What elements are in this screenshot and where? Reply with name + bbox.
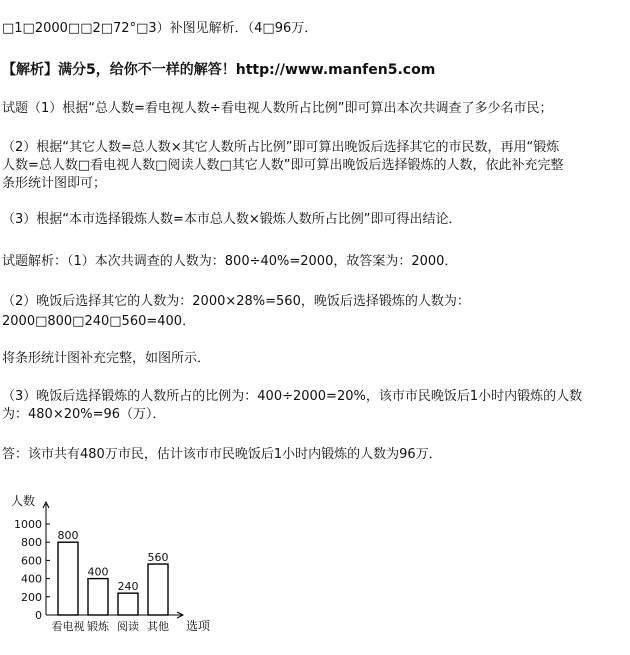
x-category-label: 阅读: [117, 620, 139, 633]
x-category-label: 其他: [147, 620, 169, 633]
bar-data-label: 240: [117, 580, 139, 594]
solution-chart-note: 将条形统计图补充完整，如图所示．: [2, 351, 211, 366]
bar: [118, 593, 138, 615]
solution-step-3-line-2: 为：480×20%=96（万）．: [2, 407, 166, 422]
answer-summary-line: □1□2000□□2□72°□3）补图见解析．（4□96万．: [2, 21, 318, 36]
bar-data-label: 400: [87, 565, 109, 579]
solution-step-1: 试题解析：（1）本次共调查的人数为：800÷40%=2000，故答案为：2000．: [2, 254, 458, 269]
bar-chart: [0, 488, 230, 655]
solution-step-2-line-2: 2000□800□240□560=400．: [2, 314, 196, 329]
bar-data-label: 800: [57, 529, 79, 543]
y-tick-label: 600: [21, 554, 42, 568]
y-tick-label: 800: [21, 536, 42, 550]
y-tick-labels: [14, 518, 50, 622]
x-category-label: 锻炼: [87, 620, 109, 633]
hint-1: 试题（1）根据“总人数=看电视人数÷看电视人数所占比例”即可算出本次共调查了多少名市民；: [2, 101, 553, 116]
solution-step-2-line-1: （2）晚饭后选择其它的人数为：2000×28%=560，晚饭后选择锻炼的人数为：: [2, 294, 470, 309]
y-tick-label: 200: [21, 590, 42, 604]
bar-data-label: 560: [147, 551, 169, 565]
bar: [88, 579, 108, 615]
analysis-header: 【解析】满分5，给你不一样的解答！http://www.manfen5.com: [2, 62, 436, 78]
x-category-labels: [52, 619, 170, 633]
final-answer: 答：该市共有480万市民，估计该市市民晚饭后1小时内锻炼的人数为96万．: [2, 447, 442, 462]
bar: [58, 542, 78, 615]
hint-2-line-3: 条形统计图即可；: [2, 176, 107, 191]
y-tick-label: 400: [21, 572, 42, 586]
y-axis-label: 人数: [11, 494, 36, 508]
hint-2-line-1: （2）根据“其它人数=总人数×其它人数所占比例”即可算出晚饭后选择其它的市民数，再用“锻炼: [2, 140, 560, 155]
solution-step-3-line-1: （3）晚饭后选择锻炼的人数所占的比例为：400÷2000=20%，该市市民晚饭后1小时内锻炼的人数: [2, 389, 583, 404]
bar: [148, 564, 168, 615]
y-tick-label: 1000: [14, 518, 42, 531]
x-category-label: 看电视: [51, 620, 85, 633]
y-tick-label: 0: [35, 609, 42, 622]
hint-3: （3）根据“本市选择锻炼人数=本市总人数×锻炼人数所占比例”即可得出结论．: [2, 212, 462, 227]
x-axis-label: 选项: [186, 619, 211, 633]
hint-2-line-2: 人数=总人数□看电视人数□阅读人数□其它人数”即可算出晚饭后选择锻炼的人数，依此补充完整: [2, 158, 564, 173]
